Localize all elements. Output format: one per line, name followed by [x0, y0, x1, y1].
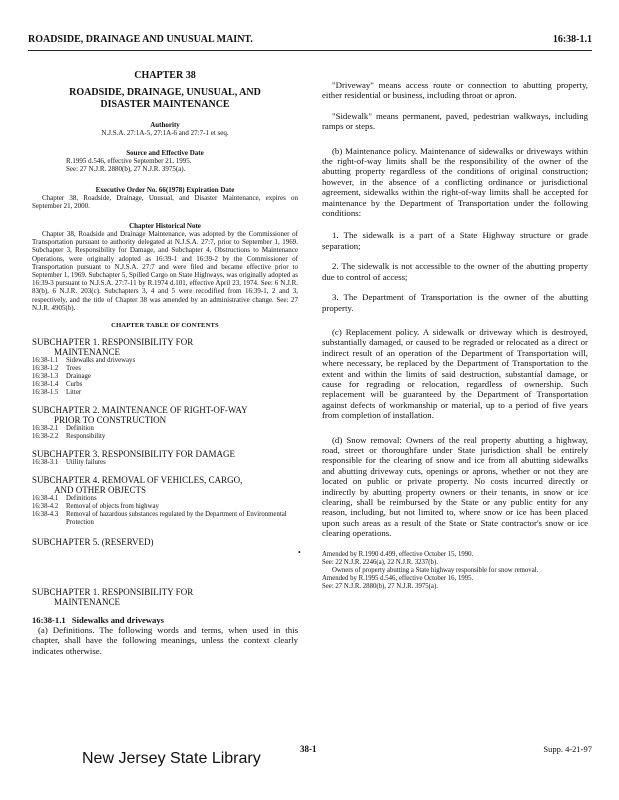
sidewalk-definition: "Sidewalk" means permanent, paved, pedestrian walkways, including ramps or steps. [322, 110, 588, 132]
toc-subchapter-4 [32, 475, 298, 495]
stray-mark: • [298, 548, 301, 557]
running-header [28, 34, 592, 48]
replacement-policy-paragraph: (c) Replacement policy. A sidewalk or driveway which is destroyed, substantially damaged, or caused to be regraded or relocated as a direct or indirect result of an operation of the Department of Transportation will, where necessary, be replaced by the Department of Transportation to the extent and within the limits of said destruction, substantial damage, or cause for regrading or relocation, regardless of ownership. Such replacement will be guaranteed by the Department of Transportation against defects of workmanship or material, up to a period of five years from completion of installation. [322, 326, 588, 421]
maintenance-condition-3: 3. The Department of Transportation is the owner of the abutting property. [322, 292, 588, 313]
supplement-date: Supp. 4-21-97 [543, 744, 592, 754]
toc-subchapter-1-line-2: MAINTENANCE [54, 347, 120, 358]
historical-note-heading: Chapter Historical Note [129, 222, 201, 231]
chapter-number: CHAPTER 38 [134, 70, 196, 81]
header-title: ROADSIDE, DRAINAGE AND UNUSUAL MAINT. [28, 34, 253, 45]
toc-subchapter-2-line-1: SUBCHAPTER 2. MAINTENANCE OF RIGHT-OF-WAY [32, 405, 248, 416]
snow-removal-paragraph: (d) Snow removal: Owners of the real property abutting a highway, road, street or thoroughfare under State jurisdiction shall be entirely responsible for the clearing of snow and ice from all abutting sidewalks and abutting driveway cuts, openings or aprons, whether or not they are located on public or private property. No costs incurred directly or indirectly by abutting property owners or their tenants, in snow or ice clearing, shall be reimbursed by the State or any public entity for any reason, including, but not limited to, where snow or ice has been placed upon such areas as a result of the State or State contractor's snow or ice clearing operations. [322, 434, 588, 539]
toc-subchapter-2-line-2: PRIOR TO CONSTRUCTION [54, 415, 167, 426]
authority-heading: Authority [150, 121, 180, 129]
amendment-note-5: See: 27 N.J.R. 2880(b), 27 N.J.R. 3975(a). [322, 582, 438, 590]
maintenance-policy-paragraph: (b) Maintenance policy. Maintenance of sidewalks or driveways within the right-of-way limits shall be the responsibility of the owner of the abutting property regardless of the conditions of original construction; however, in the absence of a conflicting ordinance or jurisdictional agreement, sidewalks within the right-of-way limits shall be accepted for maintenance by the Department of Transportation under the following conditions: [322, 145, 588, 219]
library-stamp: New Jersey State Library [82, 750, 261, 767]
toc-subchapter-3: SUBCHAPTER 3. RESPONSIBILITY FOR DAMAGE [32, 449, 235, 460]
amendment-note-2: See: 22 N.J.R. 2246(a), 22 N.J.R. 3237(b). [322, 558, 438, 566]
section-heading [32, 615, 298, 625]
chapter-title-line-1: ROADSIDE, DRAINAGE, UNUSUAL, AND [69, 87, 261, 98]
chapter-title-line-2: DISASTER MAINTENANCE [100, 99, 230, 110]
toc-item: 16:38-3.1 Utility failures [32, 459, 106, 467]
source-line-1: R.1995 d.546, effective September 21, 1995. [66, 157, 192, 166]
toc-subchapter-1-list [32, 357, 298, 397]
toc-subchapter-3-list [32, 459, 298, 467]
driveway-definition: "Driveway" means access route or connection to abutting property, either residential or business, including throat or apron. [322, 80, 588, 101]
toc-subchapter-1 [32, 337, 298, 357]
body-subchapter-heading [32, 587, 298, 607]
chapter-title [32, 87, 298, 111]
toc-item: 16:38-2.1 Definition [32, 425, 94, 433]
toc-item: 16:38-1.3 Drainage [32, 373, 91, 381]
header-section: 16:38-1.1 [552, 34, 592, 45]
page-number: 38-1 [300, 744, 317, 754]
toc-subchapter-1-line-1: SUBCHAPTER 1. RESPONSIBILITY FOR [32, 337, 194, 348]
toc-item: 16:38-1.5 Litter [32, 389, 82, 397]
toc-item: 16:38-2.2 Responsibility [32, 433, 106, 441]
authority-text: N.J.S.A. 27:1A-5, 27:1A-6 and 27:7-1 et seq. [101, 129, 229, 137]
header-rule [28, 50, 592, 51]
maintenance-condition-2: 2. The sidewalk is not accessible to the owner of the abutting property due to control of access; [322, 261, 588, 282]
toc-subchapter-2 [32, 405, 298, 425]
section-definitions-paragraph: (a) Definitions. The following words and terms, when used in this chapter, shall have the following meanings, unless the context clearly indicates otherwise. [32, 625, 298, 656]
toc-item: 16:38-1.1 Sidewalks and driveways [32, 357, 136, 365]
maintenance-condition-1: 1. The sidewalk is a part of a State Highway structure or grade separation; [322, 230, 588, 251]
toc-item: 16:38-4.1 Definitions [32, 495, 97, 503]
toc-item: 16:38-4.2 Removal of objects from highway [32, 503, 159, 511]
right-column [322, 58, 588, 591]
toc-subchapter-4-line-2: AND OTHER OBJECTS [54, 485, 147, 496]
toc-subchapter-5: SUBCHAPTER 5. (RESERVED) [32, 537, 154, 548]
toc-item: 16:38-1.2 Trees [32, 365, 81, 373]
amendment-note-1: Amended by R.1990 d.499, effective October 15, 1990. [322, 550, 474, 558]
toc-heading: CHAPTER TABLE OF CONTENTS [111, 322, 219, 330]
executive-order-heading: Executive Order No. 66(1978) Expiration Date [95, 185, 235, 194]
toc-subchapter-4-line-1: SUBCHAPTER 4. REMOVAL OF VEHICLES, CARGO, [32, 475, 243, 486]
source-heading: Source and Effective Date [126, 149, 204, 158]
section-number: 16:38-1.1 [32, 615, 66, 626]
toc-subchapter-4-list [32, 495, 298, 527]
body-subchapter-line-2: MAINTENANCE [54, 597, 120, 608]
historical-note-text: Chapter 38, Roadside and Drainage Maintenance, was adopted by the Commissioner of Transportation pursuant to authority delegated at N.J.S.A. 27:7, prior to September 1, 1969. Subchapter 3, Responsibility for Damage, and Subchapter 4, Obstructions to Maintenance Operations, were originally adopted as 16:39-1 and 16:39-2 by the Commissioner of Transportation pursuant to N.J.S.A. 27:7 and were filed and became effective prior to September 1, 1969. Subchapter 5, Spilled Cargo on State Highways, was originally adopted as 16:39-3 pursuant to N.J.S.A. 27:7-11 by R.1974 d.101, effective April 23, 1974. See: 6 N.J.R. 83(b), 6 N.J.R. 203(c). Subchapters 3, 4 and 5 were recodified from 16:39-1, 2 and 3, respectively, and the title of Chapter 38 was amended by an administrative change. See: 27 N.J.R. 4905(b). [32, 230, 298, 312]
amendment-note-4: Amended by R.1995 d.546, effective October 16, 1995. [322, 574, 474, 582]
toc-item: 16:38-4.3 Removal of hazardous substances regulated by the Department of Environmental Protection [32, 511, 287, 527]
left-column [32, 58, 298, 656]
source-line-2: See: 27 N.J.R. 2880(b), 27 N.J.R. 3975(a). [66, 165, 186, 174]
amendment-notes [322, 551, 588, 591]
toc-item: 16:38-1.4 Curbs [32, 381, 83, 389]
body-subchapter-line-1: SUBCHAPTER 1. RESPONSIBILITY FOR [32, 587, 194, 598]
section-title: Sidewalks and driveways [71, 615, 164, 626]
toc-subchapter-2-list [32, 425, 298, 441]
amendment-note-3: Owners of property abutting a State highway responsible for snow removal. [332, 566, 539, 574]
executive-order-text: Chapter 38, Roadside, Drainage, Unusual, and Disaster Maintenance, expires on September 21, 2000. [32, 193, 298, 210]
